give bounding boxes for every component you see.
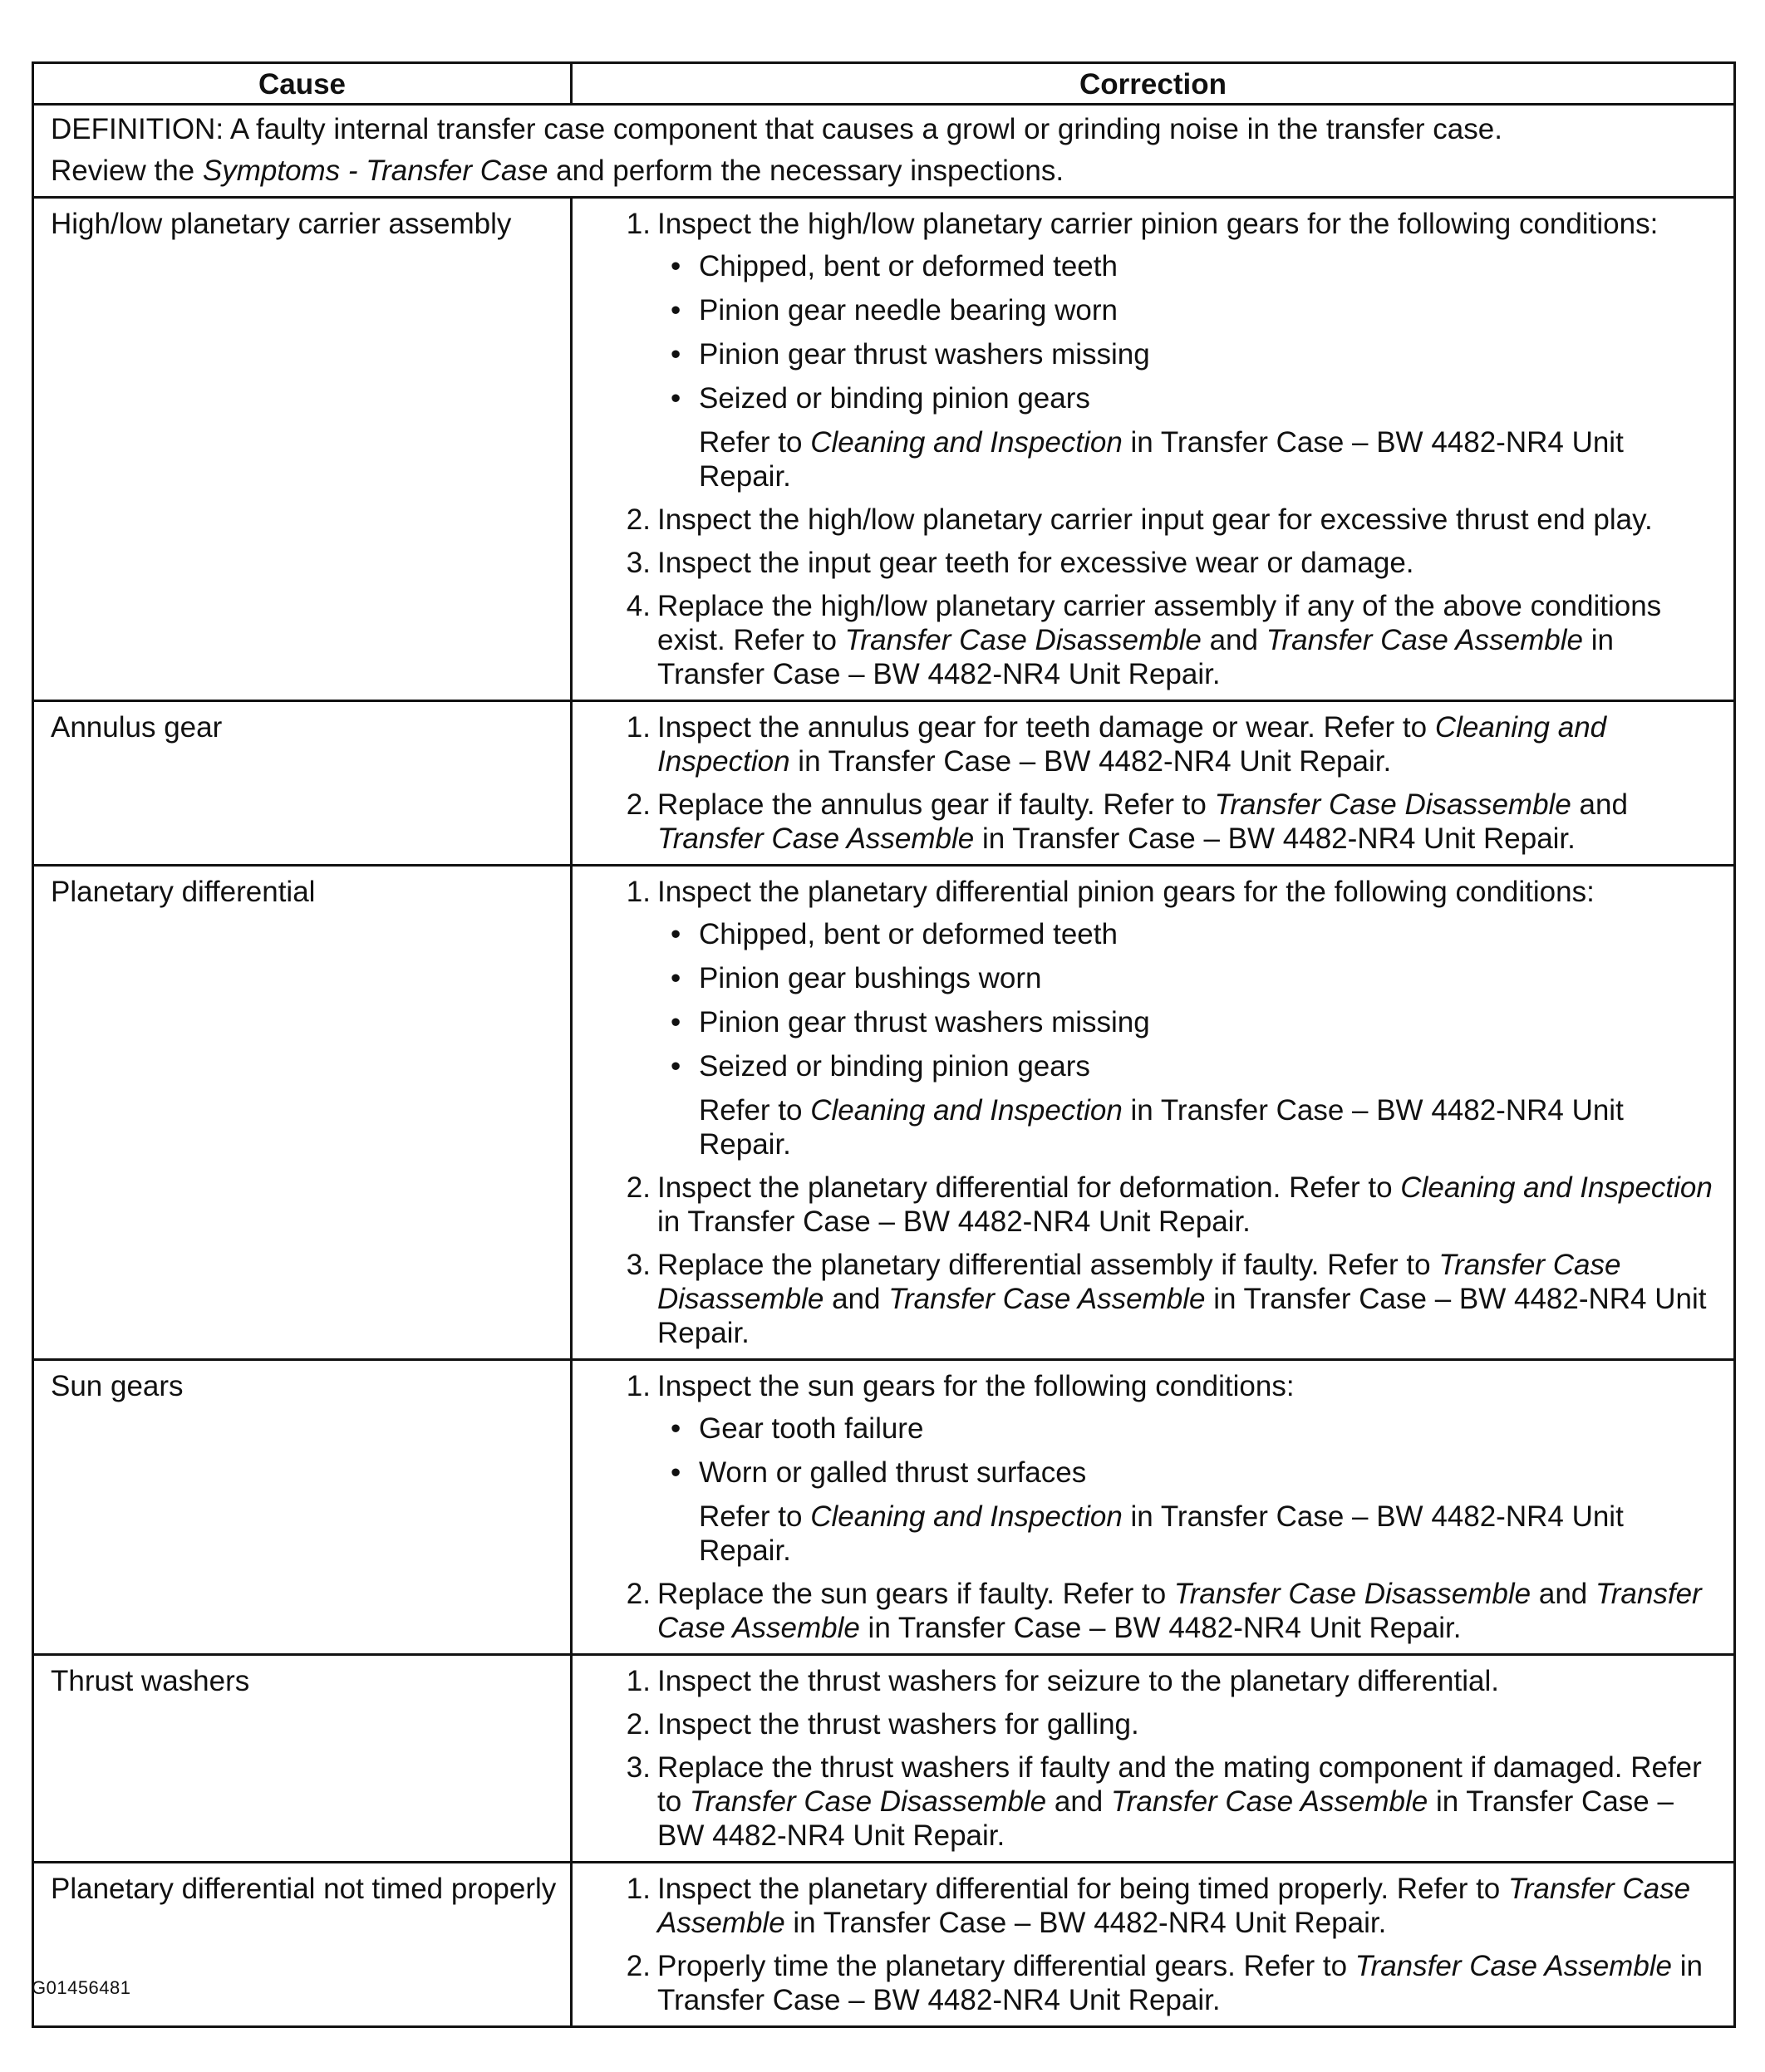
text-run: Replace the thrust washers if faulty and the mating component if damaged. Refer to (657, 1751, 1702, 1818)
step-number: 3. (626, 547, 651, 579)
bullet-icon: • (671, 1456, 681, 1489)
header-correction: Correction (572, 63, 1735, 105)
italic-reference: Transfer Case Disassemble (657, 1249, 1621, 1315)
italic-reference: Cleaning and Inspection (810, 426, 1123, 459)
text-run: in Transfer Case – BW 4482-NR4 Unit Repair. (974, 822, 1576, 855)
correction-steps (614, 875, 1718, 1350)
text-run: in Transfer Case – BW 4482-NR4 Unit Repair. (859, 1612, 1462, 1644)
text-run: in Transfer Case – BW 4482-NR4 Unit Repair. (699, 1094, 1624, 1161)
italic-reference: Symptoms - Transfer Case (202, 155, 548, 187)
correction-steps (614, 710, 1718, 856)
text-run: Replace the sun gears if faulty. Refer to (657, 1578, 1174, 1610)
correction-steps (614, 1369, 1718, 1645)
italic-reference: Cleaning and Inspection (810, 1094, 1123, 1127)
text-run: Refer to (699, 426, 811, 459)
cause-cell: Thrust washers (33, 1655, 572, 1863)
step-number: 1. (626, 208, 651, 240)
text-run: and (1531, 1578, 1595, 1610)
text-run: in Transfer Case – BW 4482-NR4 Unit Repair. (784, 1907, 1387, 1939)
step-text (657, 1707, 1718, 1741)
figure-code: G01456481 (32, 1977, 131, 1998)
table-body (33, 105, 1735, 2027)
italic-reference: Transfer Case Disassemble (1214, 788, 1571, 821)
condition-item (657, 249, 1718, 283)
text-run: in Transfer Case – BW 4482-NR4 Unit Repair. (789, 745, 1392, 778)
step-number: 2. (626, 1171, 651, 1204)
condition-text: Chipped, bent or deformed teeth (699, 250, 1118, 282)
step-text (657, 207, 1718, 241)
definition-row (33, 105, 1735, 198)
text-run: Refer to (699, 1500, 811, 1533)
text-run: Inspect the thrust washers for seizure to the planetary differential. (657, 1665, 1499, 1697)
condition-text: Pinion gear thrust washers missing (699, 338, 1150, 371)
condition-item (657, 961, 1718, 995)
table-row (33, 701, 1735, 866)
text-run: Replace the planetary differential assembly if faulty. Refer to (657, 1249, 1439, 1281)
text-run: Refer to (699, 1094, 811, 1127)
step-number: 1. (626, 876, 651, 908)
condition-text: Worn or galled thrust surfaces (699, 1456, 1087, 1489)
bullet-icon: • (671, 250, 681, 282)
step-text (657, 546, 1718, 580)
correction-steps (614, 1664, 1718, 1853)
condition-item (657, 337, 1718, 371)
text-run: in Transfer Case – BW 4482-NR4 Unit Repair. (699, 426, 1624, 493)
condition-list (657, 1412, 1718, 1490)
text-run: Inspect the planetary differential for deformation. Refer to (657, 1171, 1401, 1204)
bullet-icon: • (671, 294, 681, 327)
text-run: in Transfer Case – BW 4482-NR4 Unit Repair. (657, 1283, 1707, 1349)
step-number: 1. (626, 1873, 651, 1905)
step-number: 2. (626, 503, 651, 536)
text-run: Inspect the high/low planetary carrier pinion gears for the following conditions: (657, 208, 1659, 240)
cause-cell: Annulus gear (33, 701, 572, 866)
step-number: 3. (626, 1751, 651, 1784)
step-text (657, 1750, 1718, 1853)
text-run: Inspect the planetary differential for being timed properly. Refer to (657, 1873, 1508, 1905)
correction-step (614, 1248, 1718, 1350)
text-run: Inspect the annulus gear for teeth damage or wear. Refer to (657, 711, 1435, 744)
header-row (33, 63, 1735, 105)
italic-reference: Cleaning and Inspection (657, 711, 1607, 778)
definition-cell (33, 105, 1735, 198)
reference-note (699, 425, 1718, 493)
cause-cell: Sun gears (33, 1360, 572, 1655)
condition-item (657, 1456, 1718, 1490)
text-run: Replace the high/low planetary carrier assembly if any of the above conditions exist. Refer to (657, 590, 1662, 656)
condition-item (657, 1049, 1718, 1083)
bullet-icon: • (671, 1050, 681, 1083)
reference-note (699, 1500, 1718, 1568)
text-run: in Transfer Case – BW 4482-NR4 Unit Repair. (657, 1785, 1674, 1852)
correction-cell (572, 1655, 1735, 1863)
italic-reference: Transfer Case Assemble (1266, 624, 1583, 656)
step-number: 2. (626, 1950, 651, 1982)
text-run: Properly time the planetary differential gears. Refer to (657, 1950, 1355, 1982)
text-run: and (1201, 624, 1266, 656)
correction-step (614, 1171, 1718, 1239)
text-run: in Transfer Case – BW 4482-NR4 Unit Repair. (657, 1205, 1251, 1238)
condition-item (657, 917, 1718, 951)
condition-text: Chipped, bent or deformed teeth (699, 918, 1118, 950)
text-run: and perform the necessary inspections. (548, 155, 1064, 187)
review-text (51, 154, 1723, 188)
correction-step (614, 546, 1718, 580)
table-row (33, 1360, 1735, 1655)
condition-text: Pinion gear bushings worn (699, 962, 1042, 994)
table-row (33, 198, 1735, 701)
italic-reference: Transfer Case Disassemble (1173, 1578, 1531, 1610)
condition-item (657, 293, 1718, 327)
step-number: 1. (626, 1370, 651, 1402)
correction-cell (572, 1360, 1735, 1655)
step-text (657, 1369, 1718, 1403)
correction-step (614, 710, 1718, 778)
italic-reference: Transfer Case Assemble (657, 1578, 1702, 1644)
table-row (33, 1863, 1735, 2027)
text-run: and (824, 1283, 889, 1315)
text-run: Inspect the planetary differential pinion gears for the following conditions: (657, 876, 1595, 908)
text-run: Inspect the sun gears for the following conditions: (657, 1370, 1295, 1402)
correction-cell (572, 866, 1735, 1360)
correction-step (614, 589, 1718, 691)
correction-step (614, 1369, 1718, 1568)
text-run: Inspect the high/low planetary carrier input gear for excessive thrust end play. (657, 503, 1653, 536)
bullet-icon: • (671, 1006, 681, 1038)
condition-list (657, 249, 1718, 415)
correction-step (614, 1664, 1718, 1698)
step-text (657, 589, 1718, 691)
step-text (657, 503, 1718, 537)
step-text (657, 1577, 1718, 1645)
italic-reference: Transfer Case Assemble (888, 1283, 1206, 1315)
bullet-icon: • (671, 338, 681, 371)
correction-step (614, 875, 1718, 1161)
condition-text: Seized or binding pinion gears (699, 382, 1090, 415)
correction-step (614, 1872, 1718, 1940)
bullet-icon: • (671, 382, 681, 415)
step-number: 1. (626, 711, 651, 744)
correction-cell (572, 1863, 1735, 2027)
text-run: in Transfer Case – BW 4482-NR4 Unit Repair. (699, 1500, 1624, 1567)
step-text (657, 1872, 1718, 1940)
condition-list (657, 917, 1718, 1083)
step-number: 3. (626, 1249, 651, 1281)
step-text (657, 710, 1718, 778)
correction-step (614, 788, 1718, 856)
text-run: Replace the annulus gear if faulty. Refer to (657, 788, 1215, 821)
cause-cell: Planetary differential (33, 866, 572, 1360)
italic-reference: Transfer Case Disassemble (689, 1785, 1047, 1818)
step-text (657, 788, 1718, 856)
condition-text: Gear tooth failure (699, 1412, 924, 1445)
text-run: and (1571, 788, 1628, 821)
step-text (657, 875, 1718, 909)
italic-reference: Transfer Case Assemble (1354, 1950, 1673, 1982)
bullet-icon: • (671, 918, 681, 950)
text-run: Inspect the thrust washers for galling. (657, 1708, 1139, 1741)
condition-text: Seized or binding pinion gears (699, 1050, 1090, 1083)
correction-step (614, 1750, 1718, 1853)
correction-step (614, 1577, 1718, 1645)
table-row (33, 866, 1735, 1360)
step-text (657, 1171, 1718, 1239)
step-text (657, 1949, 1718, 2017)
correction-step (614, 207, 1718, 493)
italic-reference: Cleaning and Inspection (810, 1500, 1123, 1533)
text-run: in Transfer Case – BW 4482-NR4 Unit Repair. (657, 1950, 1703, 2016)
correction-steps (614, 207, 1718, 691)
step-number: 1. (626, 1665, 651, 1697)
step-number: 4. (626, 590, 651, 622)
text-run: Review the (51, 155, 203, 187)
text-run: DEFINITION: A faulty internal transfer case component that causes a growl or grinding noise in the transfer case. (51, 113, 1502, 145)
correction-step (614, 1707, 1718, 1741)
condition-item (657, 1412, 1718, 1446)
italic-reference: Transfer Case Assemble (657, 822, 975, 855)
step-text (657, 1664, 1718, 1698)
condition-item (657, 1005, 1718, 1039)
condition-text: Pinion gear needle bearing worn (699, 294, 1118, 327)
text-run: in Transfer Case – BW 4482-NR4 Unit Repair. (657, 624, 1614, 690)
correction-step (614, 503, 1718, 537)
step-number: 2. (626, 1578, 651, 1610)
italic-reference: Transfer Case Assemble (657, 1873, 1691, 1939)
definition-text (51, 112, 1723, 146)
condition-item (657, 381, 1718, 415)
correction-cell (572, 701, 1735, 866)
correction-step (614, 1949, 1718, 2017)
text-run: and (1046, 1785, 1111, 1818)
step-number: 2. (626, 788, 651, 821)
italic-reference: Cleaning and Inspection (1400, 1171, 1713, 1204)
italic-reference: Transfer Case Disassemble (844, 624, 1202, 656)
cause-correction-table (32, 61, 1736, 2028)
cause-cell: High/low planetary carrier assembly (33, 198, 572, 701)
table-row (33, 1655, 1735, 1863)
bullet-icon: • (671, 962, 681, 994)
italic-reference: Transfer Case Assemble (1111, 1785, 1428, 1818)
cause-cell: Planetary differential not timed properly (33, 1863, 572, 2027)
step-text (657, 1248, 1718, 1350)
correction-cell (572, 198, 1735, 701)
header-cause: Cause (33, 63, 572, 105)
text-run: Inspect the input gear teeth for excessive wear or damage. (657, 547, 1414, 579)
bullet-icon: • (671, 1412, 681, 1445)
correction-steps (614, 1872, 1718, 2017)
step-number: 2. (626, 1708, 651, 1741)
reference-note (699, 1093, 1718, 1161)
condition-text: Pinion gear thrust washers missing (699, 1006, 1150, 1038)
